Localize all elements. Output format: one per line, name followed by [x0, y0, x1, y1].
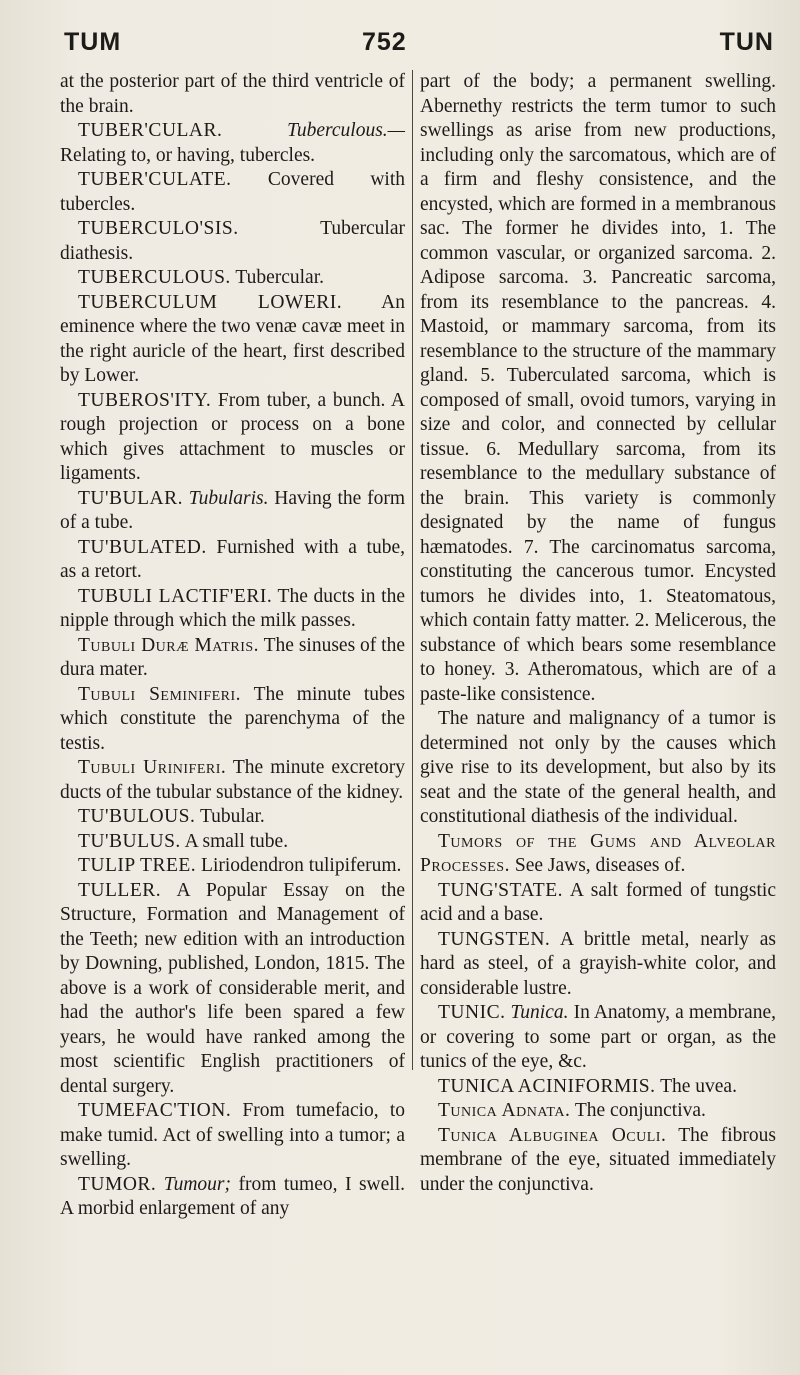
entry-definition: Having the form of a tube.: [60, 487, 406, 533]
page-number: 752: [362, 28, 407, 56]
dictionary-entry: [60, 291, 405, 389]
dictionary-entry: [60, 217, 405, 266]
header-left-guide-word: TUM: [64, 28, 122, 56]
entry-headword: TU'BULATED.: [78, 536, 207, 558]
dictionary-entry: [60, 585, 405, 634]
entry-latin-term: Tuberculous.—: [287, 120, 405, 141]
entry-headword: TUBULI LACTIF'ERI.: [78, 585, 273, 607]
column-divider: [412, 70, 413, 1070]
dictionary-entry: [60, 854, 405, 879]
dictionary-entry: [60, 830, 405, 855]
entry-definition: at the posterior part of the third ventricle of the brain.: [60, 71, 405, 117]
header-right-guide-word: TUN: [719, 28, 774, 56]
dictionary-entry: [60, 70, 405, 119]
dictionary-entry: [60, 805, 405, 830]
entry-definition: The minute excretory ducts of the tubular substance of the kidney.: [60, 757, 405, 803]
dictionary-entry: [60, 119, 405, 168]
dictionary-entry: [420, 830, 776, 879]
entry-definition: Tubercular diathesis.: [60, 218, 405, 264]
entry-headword: TUNGSTEN.: [438, 928, 551, 950]
dictionary-entry: [420, 1075, 776, 1100]
entry-definition: In Anatomy, a membrane, or covering to some part or organ, as the tunics of the eye, &c.: [420, 1002, 776, 1072]
left-column: [60, 70, 405, 1222]
entry-headword: Tubuli Uriniferi.: [78, 757, 227, 778]
entry-definition: See Jaws, diseases of.: [514, 855, 686, 876]
entry-definition: From tumefacio, to make tumid. Act of swelling into a tumor; a swelling.: [60, 1100, 406, 1170]
dictionary-entry: [60, 536, 405, 585]
right-column: [420, 70, 776, 1197]
entry-definition: Liriodendron tulipiferum.: [201, 855, 402, 876]
entry-headword: Tunica Albuginea Oculi.: [438, 1124, 667, 1146]
entry-definition: Furnished with a tube, as a retort.: [60, 536, 405, 582]
entry-definition: The minute tubes which constitute the parenchyma of the testis.: [60, 683, 405, 754]
dictionary-entry: [60, 879, 405, 1100]
entry-headword: TUBER'CULATE.: [78, 169, 232, 190]
entry-definition: Relating to, or having, tubercles.: [60, 144, 316, 166]
entry-headword: Tumors of the Gums and Alveolar Processes.: [420, 830, 776, 876]
entry-definition: A small tube.: [184, 830, 289, 852]
entry-headword: Tunica Adnata.: [438, 1100, 571, 1121]
entry-latin-term: Tunica.: [510, 1002, 569, 1023]
dictionary-entry: [60, 683, 405, 757]
entry-definition: Covered with tubercles.: [60, 169, 406, 215]
dictionary-entry: [420, 879, 776, 928]
entry-definition: part of the body; a permanent swelling. Abernethy restricts the term tumor to such swellings as arise from new productions, including only the sarcomatous, which are of a firm and fleshy consistence, and the encysted, which are formed in a membranous sac. The former he divides into, 1. The common vascular, or organized sarcoma. 2. Adipose sarcoma. 3. Pancreatic sarcoma, from its resemblance to the pancreas. 4. Mastoid, or mammary sarcoma, from its resemblance to the structure of the mammary gland. 5. Tuberculated sarcoma, which is composed of small, ovoid tumors, varying in size and color, and connected by cellular tissue. 6. Medullary sarcoma, from its resemblance to the medullary substance of the brain. This variety is commonly designated by the name of fungus hæmatodes. 7. The carcinomatus sarcoma, constituting the cancerous tumor. Encysted tumors he divides into, 1. Steatomatous, which contain fatty matter. 2. Melicerous, the substance of which bears some resemblance to honey. 3. Atheromatous, which are of a paste-like consistence.: [420, 71, 776, 705]
dictionary-entry: [420, 1124, 776, 1198]
entry-definition: A Popular Essay on the Structure, Formation and Management of the Teeth; new edition with an introduction by Downing, published, London, 1815. The above is a work of considerable merit, and had the author's life been spared a few years, he would have ranked among the most scientific English practitioners of dental surgery.: [60, 879, 405, 1097]
dictionary-entry: [60, 266, 405, 291]
entry-definition: The conjunctiva.: [574, 1100, 706, 1121]
entry-headword: TU'BULOUS.: [78, 806, 196, 827]
entry-definition: The ducts in the nipple through which the milk passes.: [60, 585, 405, 631]
entry-definition: An eminence where the two venæ cavæ meet in the right auricle of the heart, first described by Lower.: [60, 291, 405, 386]
running-head: [64, 28, 774, 68]
dictionary-entry: [420, 1099, 776, 1124]
dictionary-entry: [60, 1099, 405, 1173]
entry-headword: TULIP TREE.: [78, 855, 197, 876]
dictionary-entry: [60, 1173, 405, 1222]
entry-definition: The nature and malignancy of a tumor is determined not only by the causes which give rise to its development, but also by its seat and the state of the general health, and constitutional diathesis of the individual.: [420, 708, 776, 827]
dictionary-entry: [420, 928, 776, 1002]
dictionary-entry: [420, 1001, 776, 1075]
entry-definition: From tuber, a bunch. A rough projection or process on a bone which gives attachment to muscles or ligaments.: [60, 389, 406, 484]
dictionary-entry: [420, 70, 776, 707]
entry-definition: Tubercular.: [235, 267, 324, 288]
dictionary-entry: [60, 634, 405, 683]
entry-definition: The sinuses of the dura mater.: [60, 634, 405, 680]
dictionary-entry: [60, 389, 405, 487]
entry-latin-term: Tubularis.: [188, 487, 269, 509]
entry-headword: TUNG'STATE.: [438, 879, 563, 901]
entry-headword: TU'BULUS.: [78, 830, 181, 852]
entry-headword: TUMOR.: [78, 1173, 157, 1195]
entry-headword: TUMEFAC'TION.: [78, 1100, 232, 1121]
entry-headword: Tubuli Duræ Matris.: [78, 634, 260, 656]
entry-definition: The fibrous membrane of the eye, situated immediately under the conjunctiva.: [420, 1124, 776, 1195]
dictionary-entry: [60, 168, 405, 217]
dictionary-entry: [420, 707, 776, 830]
dictionary-entry: [60, 487, 405, 536]
entry-headword: TU'BULAR.: [78, 487, 183, 509]
entry-headword: TUNIC.: [438, 1002, 506, 1023]
entry-headword: Tubuli Seminiferi.: [78, 683, 242, 705]
entry-definition: from tumeo, I swell. A morbid enlargement of any: [60, 1173, 406, 1219]
entry-headword: TUNICA ACINIFORMIS.: [438, 1075, 656, 1097]
entry-headword: TUBEROS'ITY.: [78, 389, 212, 411]
entry-headword: TUBERCULOUS.: [78, 267, 231, 288]
dictionary-entry: [60, 756, 405, 805]
entry-latin-term: Tumour;: [163, 1173, 231, 1195]
entry-headword: TUBERCULUM LOWERI.: [78, 291, 343, 313]
entry-definition: A salt formed of tungstic acid and a base.: [420, 879, 776, 925]
entry-headword: TULLER.: [78, 879, 162, 901]
entry-headword: TUBER'CULAR.: [78, 120, 223, 141]
entry-definition: Tubular.: [199, 806, 265, 827]
entry-headword: TUBERCULO'SIS.: [78, 218, 239, 239]
entry-definition: A brittle metal, nearly as hard as steel, of a grayish-white color, and considerable lustre.: [420, 928, 776, 999]
entry-definition: The uvea.: [660, 1075, 737, 1097]
